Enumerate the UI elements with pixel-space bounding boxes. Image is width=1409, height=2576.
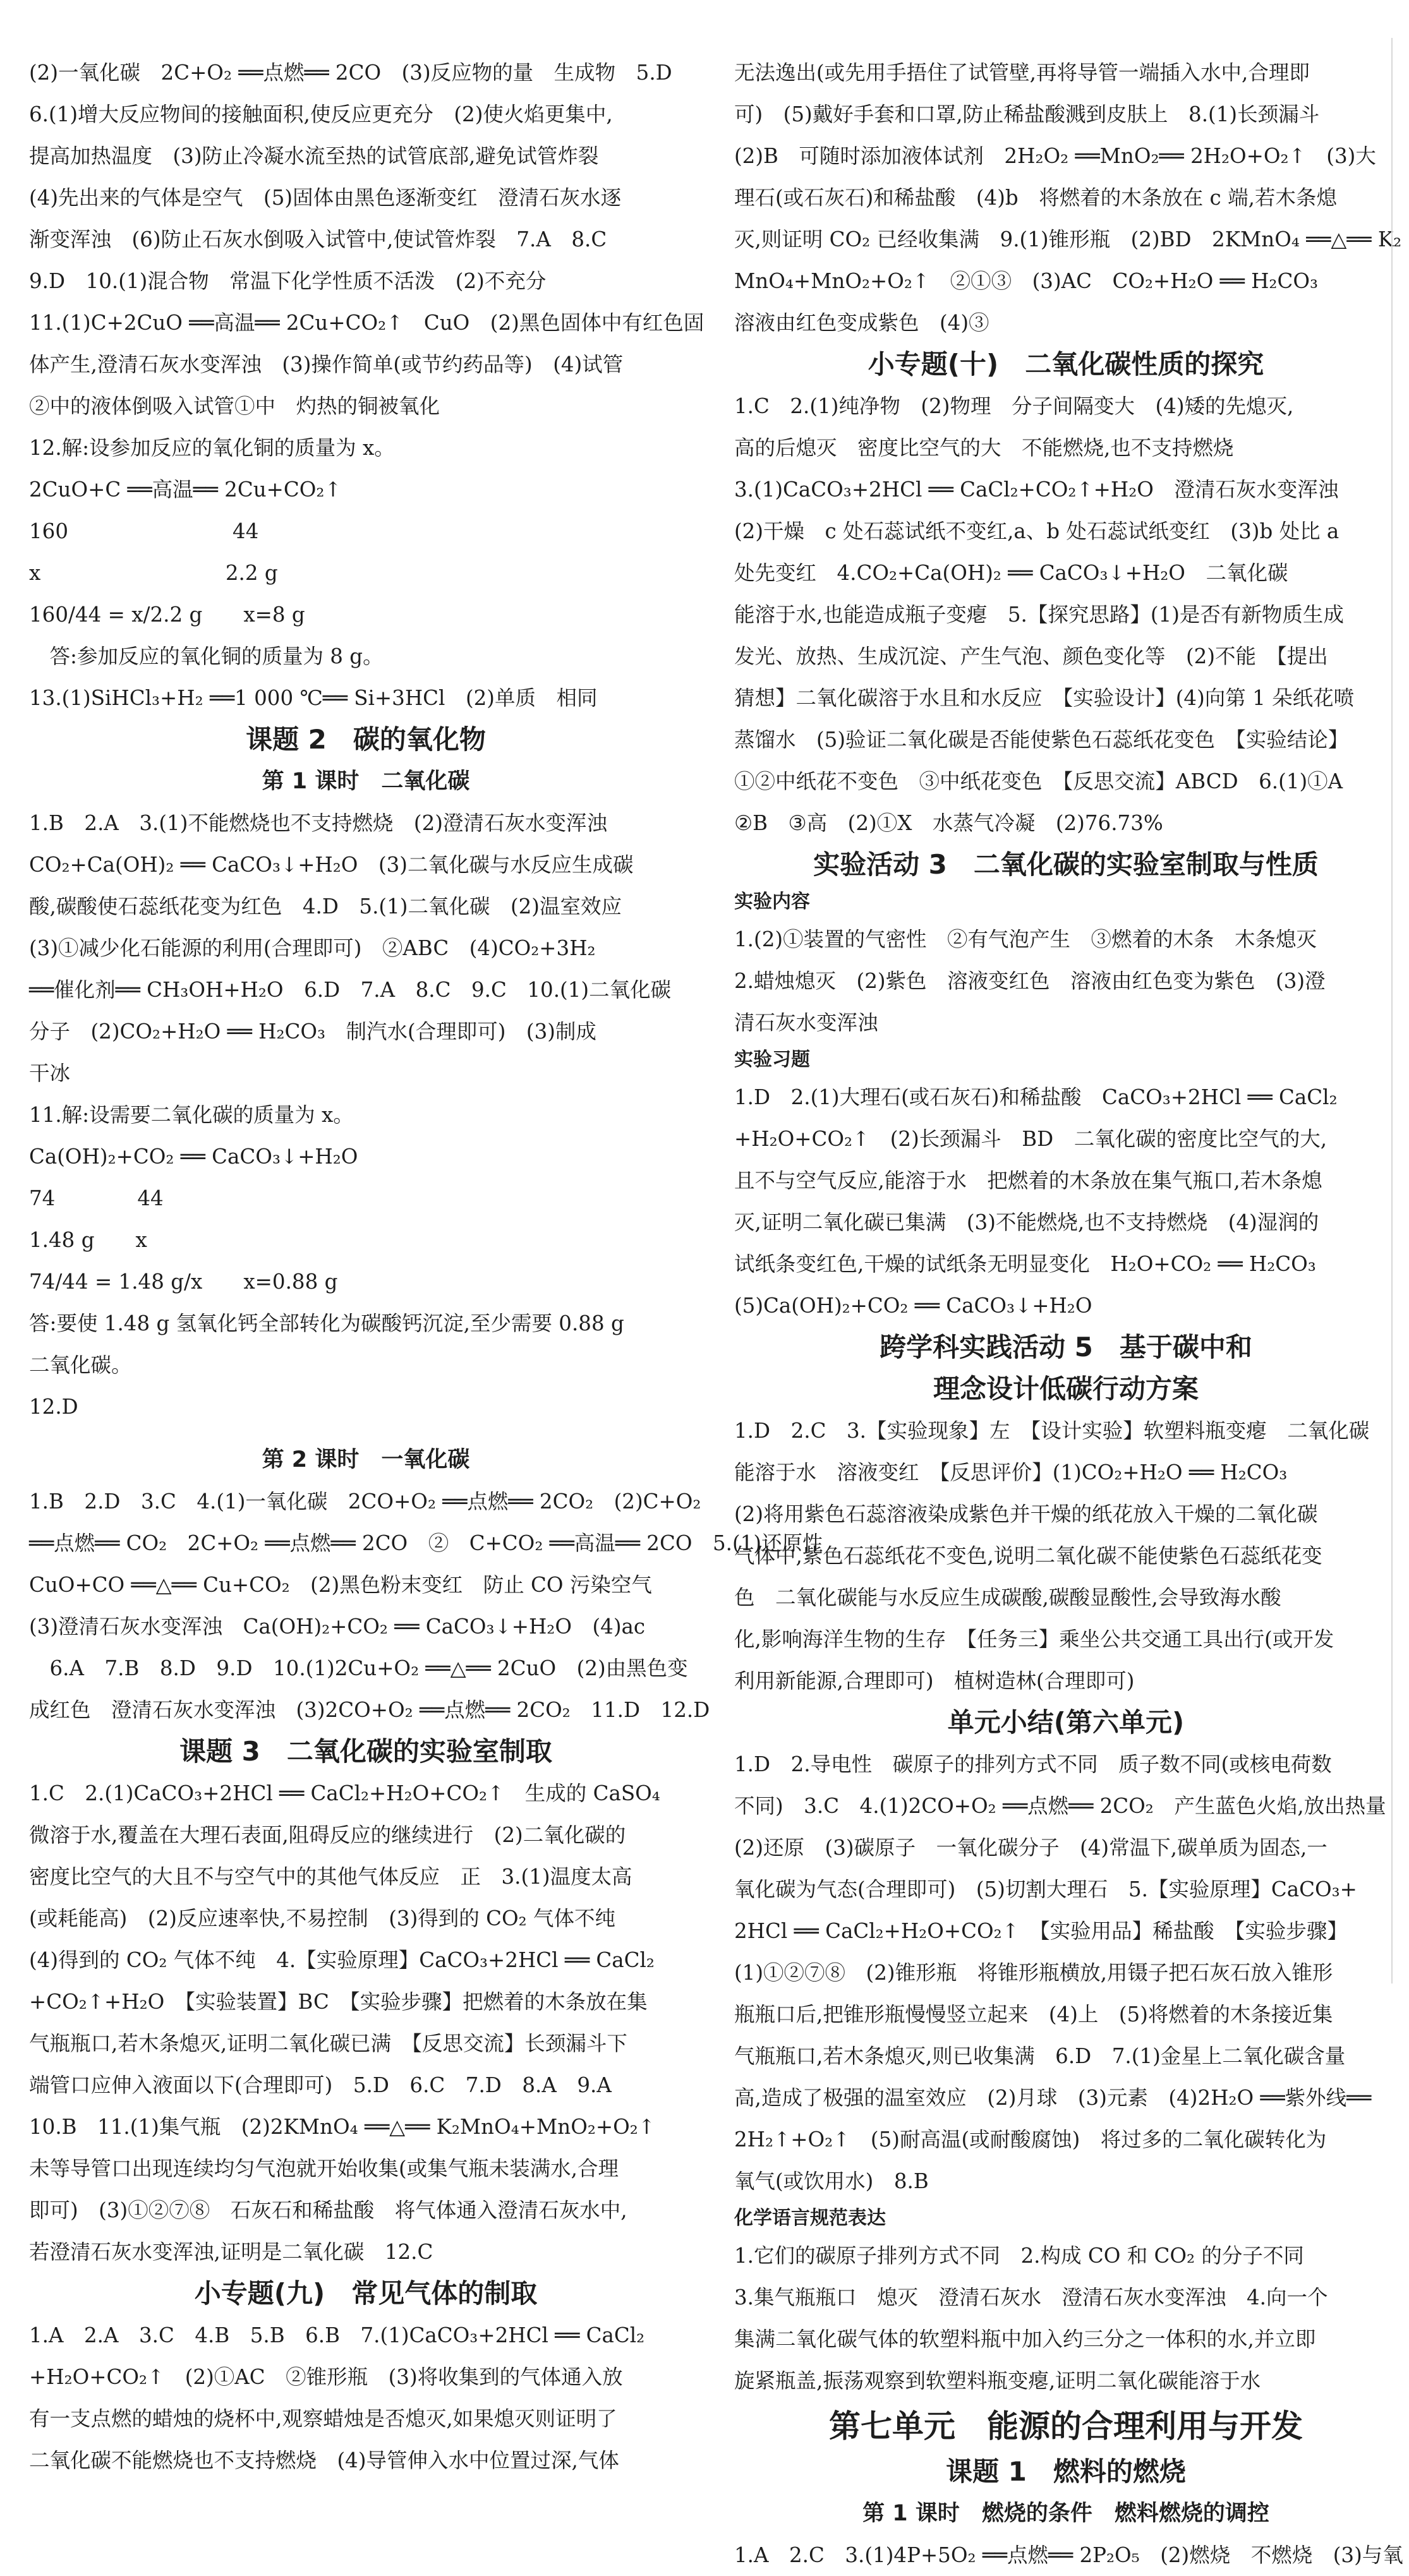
answer-line: 二氧化碳不能燃烧也不支持燃烧 (4)导管伸入水中位置过深,气体 [29, 2448, 619, 2472]
answer-line: 6.A 7.B 8.D 9.D 10.(1)2Cu+O₂ ══△══ 2CuO (2)由黑色变 [29, 1656, 688, 1680]
answer-line: 160 44 [29, 519, 259, 543]
answer-line: MnO₄+MnO₂+O₂↑ ②①③ (3)AC CO₂+H₂O ══ H₂CO₃ [734, 269, 1318, 293]
answer-line: 1.48 g x [29, 1228, 147, 1252]
answer-line: 2HCl ══ CaCl₂+H₂O+CO₂↑ 【实验用品】稀盐酸 【实验步骤】 [734, 1919, 1348, 1943]
answer-line: 处先变红 4.CO₂+Ca(OH)₂ ══ CaCO₃↓+H₂O 二氧化碳 [734, 561, 1288, 585]
answer-line: 利用新能源,合理即可) 植树造林(合理即可) [734, 1669, 1135, 1693]
page-edge-fragment [1391, 38, 1409, 1983]
subheading: 实验内容 [734, 891, 810, 913]
unit-heading: 第七单元 能源的合理利用与开发 [829, 2408, 1303, 2445]
answer-line: Ca(OH)₂+CO₂ ══ CaCO₃↓+H₂O [29, 1145, 358, 1169]
answer-line: 2CuO+C ══高温══ 2Cu+CO₂↑ [29, 478, 342, 502]
answer-line: +CO₂↑+H₂O 【实验装置】BC 【实验步骤】把燃着的木条放在集 [29, 1990, 648, 2014]
answer-line: 提高加热温度 (3)防止冷凝水流至热的试管底部,避免试管炸裂 [29, 144, 599, 168]
subheading: 化学语言规范表达 [734, 2207, 886, 2229]
answer-line: 氧气(或饮用水) 8.B [734, 2169, 929, 2193]
answer-line: 1.它们的碳原子排列方式不同 2.构成 CO 和 CO₂ 的分子不同 [734, 2244, 1304, 2268]
answer-line: 色 二氧化碳能与水反应生成碳酸,碳酸显酸性,会导致海水酸 [734, 1586, 1281, 1610]
answer-line: (2)干燥 c 处石蕊试纸不变红,a、b 处石蕊试纸变红 (3)b 处比 a [734, 519, 1339, 543]
section-heading: 理念设计低碳行动方案 [933, 1373, 1199, 1404]
answer-line: 可) (5)戴好手套和口罩,防止稀盐酸溅到皮肤上 8.(1)长颈漏斗 [734, 102, 1320, 126]
section-heading: 课题 3 二氧化碳的实验室制取 [179, 1736, 552, 1767]
answer-line: 猜想】二氧化碳溶于水且和水反应 【实验设计】(4)向第 1 朵纸花喷 [734, 686, 1355, 710]
answer-line: 高的后熄灭 密度比空气的大 不能燃烧,也不支持燃烧 [734, 436, 1234, 460]
answer-line: 1.A 2.A 3.C 4.B 5.B 6.B 7.(1)CaCO₃+2HCl ══ CaCl₂ [29, 2323, 645, 2347]
section-heading: 实验活动 3 二氧化碳的实验室制取与性质 [813, 849, 1319, 880]
answer-line: 能溶于水 溶液变红 【反思评价】(1)CO₂+H₂O ══ H₂CO₃ [734, 1460, 1288, 1484]
answer-line: 干冰 [29, 1061, 71, 1085]
answer-line: 13.(1)SiHCl₃+H₂ ══1 000 ℃══ Si+3HCl (2)单质 相同 [29, 686, 598, 710]
section-heading: 课题 2 碳的氧化物 [246, 724, 486, 755]
answer-line: 二氧化碳。 [29, 1353, 132, 1377]
answer-line: 1.B 2.A 3.(1)不能燃烧也不支持燃烧 (2)澄清石灰水变浑浊 [29, 811, 607, 835]
answer-line: 微溶于水,覆盖在大理石表面,阻碍反应的继续进行 (2)二氧化碳的 [29, 1823, 626, 1847]
answer-line: 不同) 3.C 4.(1)2CO+O₂ ══点燃══ 2CO₂ 产生蓝色火焰,放出热量 [734, 1794, 1386, 1818]
answer-line: (4)先出来的气体是空气 (5)固体由黑色逐渐变红 澄清石灰水逐 [29, 186, 622, 210]
answer-line: 气瓶瓶口,若木条熄灭,证明二氧化碳已满 【反思交流】长颈漏斗下 [29, 2031, 627, 2055]
answer-line: 气体中,紫色石蕊纸花不变色,说明二氧化碳不能使紫色石蕊纸花变 [734, 1544, 1322, 1568]
answer-line: CO₂+Ca(OH)₂ ══ CaCO₃↓+H₂O (3)二氧化碳与水反应生成碳 [29, 853, 634, 877]
answer-line: 分子 (2)CO₂+H₂O ══ H₂CO₃ 制汽水(合理即可) (3)制成 [29, 1020, 596, 1044]
answer-line: 发光、放热、生成沉淀、产生气泡、颜色变化等 (2)不能 【提出 [734, 644, 1328, 668]
answer-line: 3.(1)CaCO₃+2HCl ══ CaCl₂+CO₂↑+H₂O 澄清石灰水变浑浊 [734, 478, 1339, 502]
answer-line: 6.(1)增大反应物间的接触面积,使反应更充分 (2)使火焰更集中, [29, 102, 613, 126]
answer-line: (2)一氧化碳 2C+O₂ ══点燃══ 2CO (3)反应物的量 生成物 5.D [29, 61, 672, 85]
answer-line: 若澄清石灰水变浑浊,证明是二氧化碳 12.C [29, 2240, 433, 2264]
right-column [734, 52, 1403, 2576]
answer-line: CuO+CO ══△══ Cu+CO₂ (2)黑色粉末变红 防止 CO 污染空气 [29, 1573, 652, 1597]
answer-line: 集满二氧化碳气体的软塑料瓶中加入约三分之一体积的水,并立即 [734, 2327, 1316, 2351]
answer-line: 未等导管口出现连续均匀气泡就开始收集(或集气瓶未装满水,合理 [29, 2157, 619, 2181]
answer-line: 答:要使 1.48 g 氢氧化钙全部转化为碳酸钙沉淀,至少需要 0.88 g [29, 1311, 624, 1335]
answer-line: (2)还原 (3)碳原子 一氧化碳分子 (4)常温下,碳单质为固态,一 [734, 1836, 1327, 1860]
subsection-heading: 第 1 课时 燃烧的条件 燃料燃烧的调控 [862, 2501, 1269, 2526]
answer-line: (或耗能高) (2)反应速率快,不易控制 (3)得到的 CO₂ 气体不纯 [29, 1906, 615, 1930]
answer-line: 74/44 = 1.48 g/x x=0.88 g [29, 1270, 338, 1294]
answer-line: 1.B 2.D 3.C 4.(1)一氧化碳 2CO+O₂ ══点燃══ 2CO₂ (2)C+O₂ [29, 1490, 701, 1514]
answer-line: 74 44 [29, 1186, 164, 1210]
answer-line: ②中的液体倒吸入试管①中 灼热的铜被氧化 [29, 394, 440, 418]
answer-line: 无法逸出(或先用手捂住了试管壁,再将导管一端插入水中,合理即 [734, 61, 1310, 85]
answer-line: 有一支点燃的蜡烛的烧杯中,观察蜡烛是否熄灭,如果熄灭则证明了 [29, 2407, 617, 2431]
answer-line: 氧化碳为气态(合理即可) (5)切割大理石 5.【实验原理】CaCO₃+ [734, 1877, 1357, 1901]
answer-line: 2H₂↑+O₂↑ (5)耐高温(或耐酸腐蚀) 将过多的二氧化碳转化为 [734, 2128, 1327, 2152]
answer-line: 灭,证明二氧化碳已集满 (3)不能燃烧,也不支持燃烧 (4)湿润的 [734, 1210, 1319, 1234]
section-heading: 跨学科实践活动 5 基于碳中和 [880, 1332, 1252, 1363]
answer-line: (2)B 可随时添加液体试剂 2H₂O₂ ══MnO₂══ 2H₂O+O₂↑ (3)大 [734, 144, 1376, 168]
answer-line: (5)Ca(OH)₂+CO₂ ══ CaCO₃↓+H₂O [734, 1294, 1092, 1318]
answer-line: 1.C 2.(1)CaCO₃+2HCl ══ CaCl₂+H₂O+CO₂↑ 生成的 CaSO₄ [29, 1781, 660, 1805]
answer-line: 1.D 2.(1)大理石(或石灰石)和稀盐酸 CaCO₃+2HCl ══ CaCl₂ [734, 1085, 1338, 1109]
section-heading: 小专题(十) 二氧化碳性质的探究 [868, 349, 1264, 380]
section-heading: 小专题(九) 常见气体的制取 [194, 2278, 538, 2309]
subsection-heading: 第 2 课时 一氧化碳 [262, 1447, 470, 1472]
answer-line: 灭,则证明 CO₂ 已经收集满 9.(1)锥形瓶 (2)BD 2KMnO₄ ══△══ K₂ [734, 227, 1402, 251]
answer-line: 气瓶瓶口,若木条熄灭,则已收集满 6.D 7.(1)金星上二氧化碳含量 [734, 2044, 1346, 2068]
section-heading: 单元小结(第六单元) [947, 1707, 1185, 1738]
answer-line: 9.D 10.(1)混合物 常温下化学性质不活泼 (2)不充分 [29, 269, 547, 293]
answer-line: 瓶瓶口后,把锥形瓶慢慢竖立起来 (4)上 (5)将燃着的木条接近集 [734, 2002, 1333, 2026]
answer-line: 旋紧瓶盖,振荡观察到软塑料瓶变瘪,证明二氧化碳能溶于水 [734, 2369, 1261, 2393]
answer-line: x 2.2 g [29, 561, 278, 585]
subheading: 实验习题 [734, 1049, 810, 1071]
answer-line: 端管口应伸入液面以下(合理即可) 5.D 6.C 7.D 8.A 9.A [29, 2073, 612, 2097]
answer-line: 试纸条变红色,干燥的试纸条无明显变化 H₂O+CO₂ ══ H₂CO₃ [734, 1252, 1316, 1276]
answer-line: 蒸馏水 (5)验证二氧化碳是否能使紫色石蕊纸花变色 【实验结论】 [734, 728, 1349, 752]
answer-line: +H₂O+CO₂↑ (2)长颈漏斗 BD 二氧化碳的密度比空气的大, [734, 1127, 1327, 1151]
answer-line: 溶液由红色变成紫色 (4)③ [734, 311, 989, 335]
answer-line: 且不与空气反应,能溶于水 把燃着的木条放在集气瓶口,若木条熄 [734, 1169, 1322, 1193]
answer-line: (4)得到的 CO₂ 气体不纯 4.【实验原理】CaCO₃+2HCl ══ CaCl₂ [29, 1948, 655, 1972]
answer-line: 1.A 2.C 3.(1)4P+5O₂ ══点燃══ 2P₂O₅ (2)燃烧 不燃烧 (3)与氧 [734, 2543, 1403, 2567]
answer-line: 1.(2)①装置的气密性 ②有气泡产生 ③燃着的木条 木条熄灭 [734, 927, 1317, 951]
answer-line: 理石(或石灰石)和稀盐酸 (4)b 将燃着的木条放在 c 端,若木条熄 [734, 186, 1337, 210]
answer-line: 密度比空气的大且不与空气中的其他气体反应 正 3.(1)温度太高 [29, 1865, 632, 1889]
answer-line: 11.解:设需要二氧化碳的质量为 x。 [29, 1103, 354, 1127]
answer-line: (3)①减少化石能源的利用(合理即可) ②ABC (4)CO₂+3H₂ [29, 936, 596, 960]
answer-line: 成红色 澄清石灰水变浑浊 (3)2CO+O₂ ══点燃══ 2CO₂ 11.D 12.D [29, 1698, 710, 1722]
answer-line: ①②中纸花不变色 ③中纸花变色 【反思交流】ABCD 6.(1)①A [734, 769, 1343, 793]
answer-line: 能溶于水,也能造成瓶子变瘪 5.【探究思路】(1)是否有新物质生成 [734, 603, 1344, 627]
answer-line: 160/44 = x/2.2 g x=8 g [29, 603, 305, 627]
answer-line: 1.C 2.(1)纯净物 (2)物理 分子间隔变大 (4)矮的先熄灭, [734, 394, 1294, 418]
answer-line: 体产生,澄清石灰水变浑浊 (3)操作简单(或节约药品等) (4)试管 [29, 352, 624, 376]
answer-line: 化,影响海洋生物的生存 【任务三】乘坐公共交通工具出行(或开发 [734, 1627, 1334, 1651]
answer-line: +H₂O+CO₂↑ (2)①AC ②锥形瓶 (3)将收集到的气体通入放 [29, 2365, 623, 2389]
answer-line: (1)①②⑦⑧ (2)锥形瓶 将锥形瓶横放,用镊子把石灰石放入锥形 [734, 1961, 1333, 1985]
answer-line: 清石灰水变浑浊 [734, 1011, 878, 1035]
answer-line: 1.D 2.C 3.【实验现象】左 【设计实验】软塑料瓶变瘪 二氧化碳 [734, 1419, 1370, 1443]
answer-line: 酸,碳酸使石蕊纸花变为红色 4.D 5.(1)二氧化碳 (2)温室效应 [29, 894, 622, 918]
answer-line: 12.解:设参加反应的氧化铜的质量为 x。 [29, 436, 395, 460]
answer-line: 高,造成了极强的温室效应 (2)月球 (3)元素 (4)2H₂O ══紫外线══ [734, 2086, 1372, 2110]
answer-line: 即可) (3)①②⑦⑧ 石灰石和稀盐酸 将气体通入澄清石灰水中, [29, 2198, 627, 2222]
answer-line: (2)将用紫色石蕊溶液染成紫色并干燥的纸花放入干燥的二氧化碳 [734, 1502, 1318, 1526]
answer-line: (3)澄清石灰水变浑浊 Ca(OH)₂+CO₂ ══ CaCO₃↓+H₂O (4)ac [29, 1615, 646, 1639]
answer-line: 11.(1)C+2CuO ══高温══ 2Cu+CO₂↑ CuO (2)黑色固体中有红色固 [29, 311, 704, 335]
answer-line: ②B ③高 (2)①X 水蒸气冷凝 (2)76.73% [734, 811, 1163, 835]
answer-line: 10.B 11.(1)集气瓶 (2)2KMnO₄ ══△══ K₂MnO₄+MnO₂+O₂↑ [29, 2115, 656, 2139]
answer-line: ══点燃══ CO₂ 2C+O₂ ══点燃══ 2CO ② C+CO₂ ══高温══ 2CO 5.(1)还原性 [29, 1531, 823, 1555]
answer-line: ══催化剂══ CH₃OH+H₂O 6.D 7.A 8.C 9.C 10.(1)二氧化碳 [29, 978, 672, 1002]
answer-line: 2.蜡烛熄灭 (2)紫色 溶液变红色 溶液由红色变为紫色 (3)澄 [734, 969, 1326, 993]
answer-line: 1.D 2.导电性 碳原子的排列方式不同 质子数不同(或核电荷数 [734, 1752, 1332, 1776]
answer-line: 渐变浑浊 (6)防止石灰水倒吸入试管中,使试管炸裂 7.A 8.C [29, 227, 607, 251]
subsection-heading: 第 1 课时 二氧化碳 [262, 769, 470, 794]
answer-line: 12.D [29, 1395, 78, 1419]
answer-line: 答:参加反应的氧化铜的质量为 8 g。 [29, 644, 384, 668]
answer-line: 3.集气瓶瓶口 熄灭 澄清石灰水 澄清石灰水变浑浊 4.向一个 [734, 2285, 1328, 2309]
section-heading: 课题 1 燃料的燃烧 [946, 2456, 1186, 2487]
